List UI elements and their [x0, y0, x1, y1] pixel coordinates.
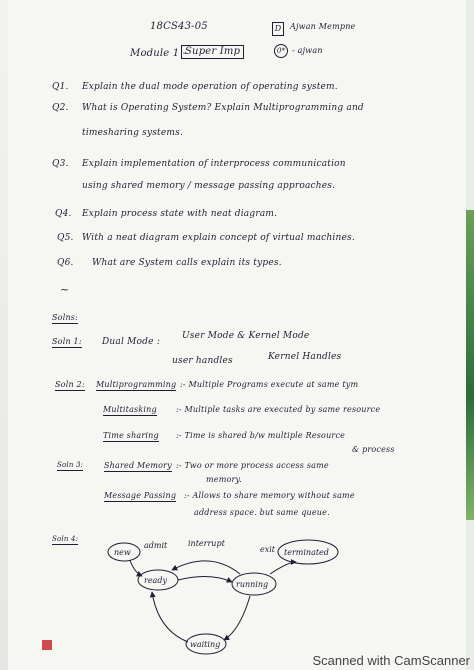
solution-2-term: Multiprogramming — [96, 380, 177, 389]
solution-2-term: Multitasking — [103, 405, 157, 414]
solution-3-term: Shared Memory — [104, 461, 172, 470]
legend-d-text: Ajwan Mempne — [290, 22, 356, 31]
solution-1-label: Soln 1: — [52, 337, 82, 346]
solution-3-desc-continued: address space. but same queue. — [194, 508, 330, 517]
red-corner-mark — [42, 640, 52, 650]
legend-o-badge: 0* — [274, 44, 288, 58]
process-state-diagram — [100, 530, 360, 660]
state-ready-label: ready — [144, 576, 167, 585]
scan-edge-left — [0, 0, 8, 670]
state-running-label: running — [236, 580, 269, 589]
question-text: With a neat diagram explain concept of virtual machines. — [82, 233, 355, 243]
state-waiting-label: waiting — [190, 640, 221, 649]
question-number: Q4. — [55, 209, 72, 219]
course-code: 18CS43-05 — [150, 21, 208, 32]
scribble-mark: ~ — [60, 283, 70, 296]
solution-3-label: Soln 3: — [57, 461, 84, 469]
question-number: Q5. — [57, 233, 74, 243]
edge-waiting-to-ready — [152, 592, 188, 642]
question-text: Explain implementation of interprocess communication — [82, 159, 346, 169]
edge-interrupt — [172, 561, 240, 574]
solution-3-desc-continued: memory. — [206, 475, 242, 484]
edge-ready-to-running — [178, 576, 232, 582]
solution-1-kernel-handles: Kernel Handles — [268, 352, 342, 362]
question-number: Q6. — [57, 258, 74, 268]
legend-d-badge: D — [272, 22, 284, 36]
state-new-label: new — [114, 548, 131, 557]
scan-edge-green-binding — [466, 210, 474, 520]
question-text-continued: using shared memory / message passing approaches. — [82, 181, 336, 191]
question-text: Explain the dual mode operation of operating system. — [82, 82, 338, 92]
edge-exit-label: exit — [260, 545, 276, 554]
question-number: Q2. — [52, 103, 69, 113]
edge-interrupt-label: interrupt — [188, 539, 225, 548]
state-terminated-label: terminated — [284, 548, 329, 557]
solution-1-term: Dual Mode : — [102, 337, 160, 347]
solution-1-user-handles: user handles — [172, 356, 233, 366]
solution-2-desc: :- Multiple Programs execute at same tym — [180, 380, 359, 389]
solution-3-desc: :- Allows to share memory without same — [184, 491, 355, 500]
edge-admit-label: admit — [144, 541, 168, 550]
solution-4-label: Soln 4: — [52, 535, 79, 543]
solution-2-term: Time sharing — [103, 431, 159, 440]
edge-running-to-waiting — [224, 596, 250, 640]
legend-o-text: - ajwan — [292, 46, 323, 55]
question-text: What are System calls explain its types. — [92, 258, 282, 268]
solutions-heading: Solns: — [52, 313, 79, 322]
scanner-watermark: Scanned with CamScanner — [312, 653, 470, 668]
question-number: Q1. — [52, 82, 69, 92]
solution-2-desc-continued: & process — [352, 445, 395, 454]
solution-2-desc: :- Multiple tasks are executed by same resource — [176, 405, 381, 414]
question-text-continued: timesharing systems. — [82, 128, 184, 138]
edge-exit — [270, 562, 296, 574]
question-text: Explain process state with neat diagram. — [82, 209, 278, 219]
question-number: Q3. — [52, 159, 69, 169]
solution-3-desc: :- Two or more process access same — [176, 461, 329, 470]
solution-2-label: Soln 2: — [55, 380, 85, 389]
solution-1-modes: User Mode & Kernel Mode — [182, 331, 310, 341]
module-label: Module 1 - — [130, 48, 187, 59]
module-boxed-label: Super Imp — [181, 45, 244, 59]
question-text: What is Operating System? Explain Multiprogramming and — [82, 103, 364, 113]
edge-new-to-ready — [130, 560, 142, 576]
solution-2-desc: :- Time is shared b/w multiple Resource — [176, 431, 346, 440]
solution-3-term: Message Passing — [104, 491, 177, 500]
